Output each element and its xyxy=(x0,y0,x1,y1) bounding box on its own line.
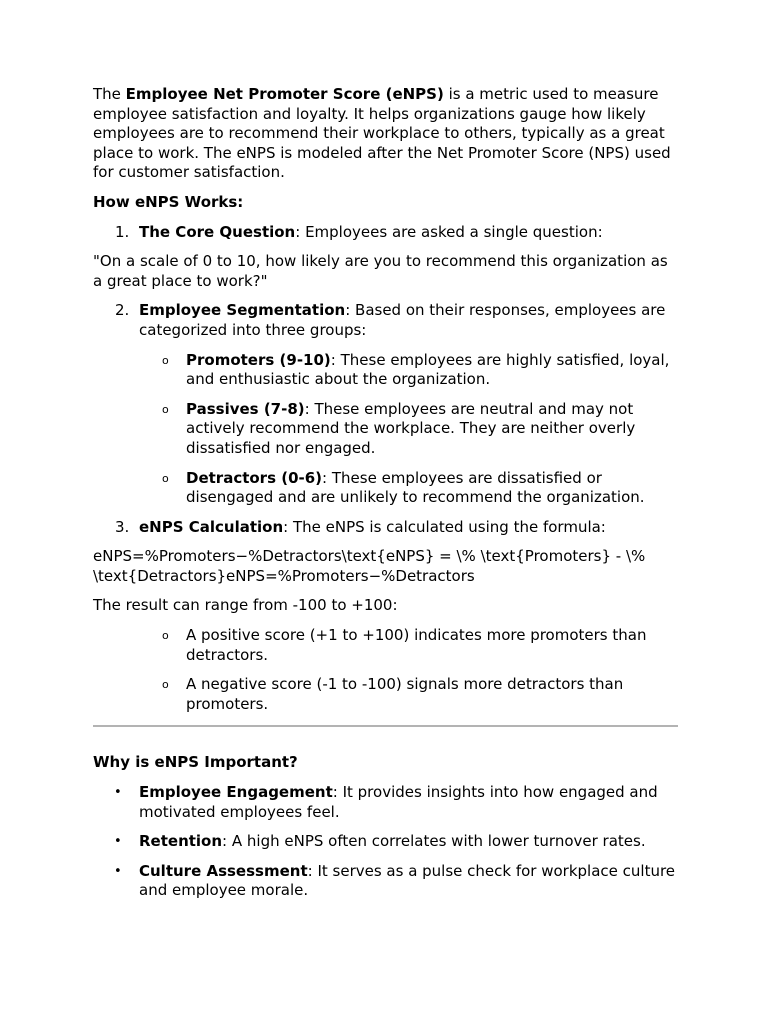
circle-bullet-icon: o xyxy=(162,353,169,367)
circle-bullet-icon: o xyxy=(162,402,169,416)
survey-question: "On a scale of 0 to 10, how likely are you to recommend this organization as a great place to work?" xyxy=(93,252,668,290)
enps-term: Employee Net Promoter Score (eNPS) xyxy=(125,85,444,103)
step-enps-calculation: 3. eNPS Calculation: The eNPS is calculated using the formula: xyxy=(115,517,606,536)
step-title: The Core Question xyxy=(139,222,296,241)
step-title: Employee Segmentation xyxy=(139,301,346,320)
group-title: Passives (7-8) xyxy=(186,399,305,418)
step-number: 3. xyxy=(115,517,130,536)
group-title: Detractors (0-6) xyxy=(186,468,323,487)
group-detractors: o Detractors (0-6): These employees are dissatisfied or disengaged and are unlikely to recommend the organization. xyxy=(162,468,645,507)
group-passives: o Passives (7-8): These employees are neutral and may not actively recommend the workplace. They are neither overly dissatisfied nor engaged. xyxy=(162,399,636,457)
how-enps-works-heading: How eNPS Works: xyxy=(93,192,244,211)
section-divider xyxy=(93,725,678,727)
enps-formula: eNPS=%Promoters−%Detractors\text{eNPS} = \% \text{Promoters} - \% \text{Detractors}eNPS=%Promoters−%Detractors xyxy=(93,547,646,585)
why-employee-engagement: • Employee Engagement: It provides insights into how engaged and motivated employees feel. xyxy=(114,783,658,821)
group-title: Promoters (9-10) xyxy=(186,350,331,369)
circle-bullet-icon: o xyxy=(162,629,169,643)
bullet-icon: • xyxy=(114,785,122,801)
step-number: 2. xyxy=(115,301,130,320)
step-number: 1. xyxy=(115,222,130,241)
why-retention: • Retention: A high eNPS often correlates with lower turnover rates. xyxy=(114,832,646,851)
range-negative: o A negative score (-1 to -100) signals more detractors than promoters. xyxy=(162,675,624,713)
range-text: The result can range from -100 to +100: xyxy=(93,596,398,615)
why-item-title: Retention xyxy=(139,832,223,851)
why-item-title: Employee Engagement xyxy=(139,783,333,802)
why-culture-assessment: • Culture Assessment: It serves as a pulse check for workplace culture and employee morale. xyxy=(114,861,676,900)
bullet-icon: • xyxy=(114,834,122,850)
bullet-icon: • xyxy=(114,863,122,879)
document-page xyxy=(93,85,678,911)
intro-paragraph: The Employee Net Promoter Score (eNPS) is a metric used to measure employee satisfaction and loyalty. It helps organizations gauge how likely employees are to recommend their workplace to others, typically as a great place to work. The eNPS is modeled after the Net Promoter Score (NPS) used for customer satisfaction. xyxy=(93,85,671,182)
circle-bullet-icon: o xyxy=(162,471,169,485)
why-item-title: Culture Assessment xyxy=(139,861,308,880)
why-enps-heading: Why is eNPS Important? xyxy=(93,753,298,772)
range-positive: o A positive score (+1 to +100) indicates more promoters than detractors. xyxy=(162,626,647,664)
circle-bullet-icon: o xyxy=(162,678,169,692)
step-title: eNPS Calculation xyxy=(139,517,284,536)
group-promoters: o Promoters (9-10): These employees are highly satisfied, loyal, and enthusiastic about the organization. xyxy=(162,350,670,389)
step-employee-segmentation: 2. Employee Segmentation: Based on their responses, employees are categorized into three groups: xyxy=(115,301,666,339)
step-core-question: 1. The Core Question: Employees are asked a single question: xyxy=(115,222,603,241)
